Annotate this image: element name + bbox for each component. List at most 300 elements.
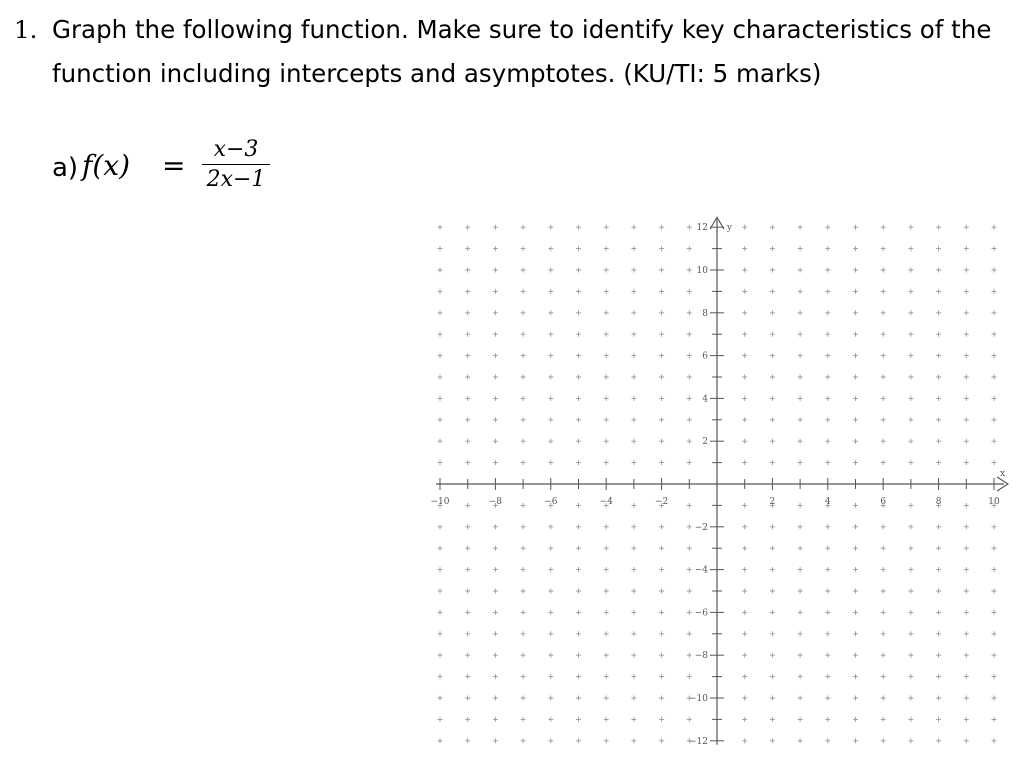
- grid-cross: [493, 546, 498, 551]
- grid-cross: [908, 546, 913, 551]
- grid-cross: [964, 310, 969, 315]
- grid-cross: [908, 567, 913, 572]
- grid-cross: [964, 460, 969, 465]
- grid-cross: [493, 610, 498, 615]
- grid-cross: [770, 717, 775, 722]
- grid-cross: [908, 610, 913, 615]
- grid-cross: [438, 738, 443, 743]
- grid-cross: [521, 546, 526, 551]
- grid-cross: [548, 460, 553, 465]
- grid-cross: [881, 246, 886, 251]
- x-tick-label: 4: [824, 497, 831, 507]
- grid-cross: [438, 589, 443, 594]
- grid-cross: [493, 738, 498, 743]
- grid-cross: [493, 246, 498, 251]
- question-number: 1.: [14, 15, 38, 44]
- grid-cross: [576, 674, 581, 679]
- grid-cross: [992, 589, 997, 594]
- grid-cross: [992, 353, 997, 358]
- grid-cross: [548, 524, 553, 529]
- grid-cross: [493, 225, 498, 230]
- grid-cross: [742, 417, 747, 422]
- grid-cross: [770, 738, 775, 743]
- grid-cross: [853, 353, 858, 358]
- coordinate-grid[interactable]: [420, 212, 1020, 760]
- grid-cross: [770, 225, 775, 230]
- grid-cross: [521, 310, 526, 315]
- grid-cross: [908, 717, 913, 722]
- grid-cross: [853, 289, 858, 294]
- grid-cross: [770, 524, 775, 529]
- grid-cross: [825, 610, 830, 615]
- grid-cross: [465, 503, 470, 508]
- grid-cross: [853, 375, 858, 380]
- grid-cross: [521, 696, 526, 701]
- y-tick-label: −2: [694, 522, 708, 533]
- grid-cross: [604, 439, 609, 444]
- grid-cross: [548, 439, 553, 444]
- grid-cross: [936, 717, 941, 722]
- grid-cross: [493, 353, 498, 358]
- grid-cross: [798, 353, 803, 358]
- grid-cross: [770, 460, 775, 465]
- grid-cross: [631, 417, 636, 422]
- fraction-numerator: x−3: [213, 137, 259, 162]
- grid-cross: [825, 524, 830, 529]
- grid-cross: [576, 353, 581, 358]
- grid-cross: [465, 653, 470, 658]
- grid-cross: [798, 439, 803, 444]
- x-tick-label: 8: [935, 497, 942, 507]
- grid-cross: [604, 460, 609, 465]
- grid-cross: [631, 610, 636, 615]
- grid-cross: [438, 524, 443, 529]
- grid-cross: [853, 546, 858, 551]
- grid-cross: [992, 546, 997, 551]
- grid-cross: [493, 674, 498, 679]
- grid-cross: [936, 653, 941, 658]
- grid-cross: [881, 717, 886, 722]
- y-tick-label: 8: [702, 308, 708, 319]
- grid-cross: [631, 631, 636, 636]
- grid-cross: [742, 738, 747, 743]
- grid-cross: [493, 268, 498, 273]
- grid-cross: [798, 631, 803, 636]
- grid-cross: [881, 738, 886, 743]
- grid-cross: [576, 268, 581, 273]
- grid-cross: [936, 417, 941, 422]
- grid-cross: [992, 332, 997, 337]
- grid-cross: [798, 460, 803, 465]
- grid-cross: [521, 246, 526, 251]
- grid-cross: [798, 589, 803, 594]
- grid-cross: [770, 610, 775, 615]
- grid-cross: [493, 460, 498, 465]
- grid-cross: [576, 310, 581, 315]
- grid-cross: [881, 225, 886, 230]
- grid-cross: [908, 696, 913, 701]
- grid-cross: [770, 310, 775, 315]
- grid-cross: [936, 439, 941, 444]
- grid-cross: [604, 696, 609, 701]
- grid-cross: [465, 439, 470, 444]
- grid-cross: [521, 353, 526, 358]
- grid-cross: [742, 375, 747, 380]
- grid-cross: [631, 503, 636, 508]
- grid-cross: [521, 717, 526, 722]
- grid-cross: [881, 417, 886, 422]
- grid-cross: [438, 696, 443, 701]
- grid-cross: [576, 610, 581, 615]
- grid-cross: [576, 567, 581, 572]
- grid-cross: [992, 439, 997, 444]
- grid-cross: [465, 225, 470, 230]
- grid-cross: [687, 674, 692, 679]
- x-tick-label: −4: [599, 497, 613, 507]
- grid-cross: [798, 503, 803, 508]
- grid-cross: [604, 353, 609, 358]
- grid-cross: [742, 524, 747, 529]
- grid-cross: [881, 289, 886, 294]
- x-tick-label: 10: [988, 497, 1000, 507]
- grid-cross: [631, 439, 636, 444]
- grid-cross: [576, 396, 581, 401]
- grid-cross: [659, 546, 664, 551]
- grid-cross: [992, 631, 997, 636]
- grid-cross: [465, 674, 470, 679]
- y-axis-label: y: [727, 223, 733, 234]
- grid-cross: [465, 310, 470, 315]
- grid-cross: [853, 524, 858, 529]
- grid-cross: [659, 396, 664, 401]
- grid-cross: [936, 610, 941, 615]
- grid-cross: [798, 396, 803, 401]
- grid-cross: [548, 738, 553, 743]
- grid-cross: [742, 310, 747, 315]
- grid-cross: [548, 567, 553, 572]
- grid-cross: [631, 289, 636, 294]
- grid-cross: [908, 460, 913, 465]
- grid-cross: [853, 631, 858, 636]
- grid-cross: [493, 567, 498, 572]
- grid-cross: [798, 289, 803, 294]
- grid-cross: [908, 375, 913, 380]
- grid-cross: [438, 289, 443, 294]
- grid-cross: [936, 546, 941, 551]
- grid-cross: [881, 524, 886, 529]
- grid-cross: [798, 246, 803, 251]
- grid-cross: [908, 396, 913, 401]
- grid-cross: [576, 225, 581, 230]
- grid-cross: [465, 353, 470, 358]
- grid-cross: [576, 738, 581, 743]
- grid-cross: [465, 524, 470, 529]
- grid-cross: [631, 353, 636, 358]
- grid-cross: [604, 289, 609, 294]
- y-tick-label: −12: [689, 736, 708, 747]
- grid-cross: [798, 738, 803, 743]
- grid-cross: [825, 310, 830, 315]
- grid-cross: [964, 589, 969, 594]
- grid-cross: [576, 653, 581, 658]
- grid-cross: [853, 610, 858, 615]
- grid-cross: [521, 524, 526, 529]
- grid-cross: [992, 717, 997, 722]
- grid-cross: [770, 589, 775, 594]
- grid-cross: [881, 332, 886, 337]
- grid-cross: [908, 268, 913, 273]
- grid-cross: [604, 332, 609, 337]
- grid-cross: [825, 717, 830, 722]
- grid-cross: [631, 225, 636, 230]
- grid-cross: [798, 225, 803, 230]
- grid-cross: [964, 546, 969, 551]
- y-tick-label: 10: [696, 266, 708, 276]
- grid-cross: [548, 289, 553, 294]
- grid-cross: [936, 460, 941, 465]
- grid-cross: [631, 589, 636, 594]
- grid-cross: [936, 332, 941, 337]
- grid-cross: [604, 375, 609, 380]
- equals-sign: =: [162, 149, 186, 182]
- grid-cross: [631, 567, 636, 572]
- grid-cross: [853, 396, 858, 401]
- grid-cross: [576, 717, 581, 722]
- grid-cross: [631, 246, 636, 251]
- grid-cross: [770, 268, 775, 273]
- grid-cross: [687, 289, 692, 294]
- grid-cross: [548, 631, 553, 636]
- grid-cross: [659, 460, 664, 465]
- grid-cross: [465, 631, 470, 636]
- grid-cross: [576, 289, 581, 294]
- grid-cross: [742, 653, 747, 658]
- grid-cross: [548, 332, 553, 337]
- grid-cross: [742, 696, 747, 701]
- grid-cross: [908, 503, 913, 508]
- grid-cross: [908, 246, 913, 251]
- grid-cross: [687, 653, 692, 658]
- grid-cross: [992, 460, 997, 465]
- grid-cross: [687, 332, 692, 337]
- grid-cross: [659, 353, 664, 358]
- grid-cross: [825, 246, 830, 251]
- grid-cross: [631, 460, 636, 465]
- grid-cross: [992, 610, 997, 615]
- grid-cross: [687, 524, 692, 529]
- grid-cross: [576, 503, 581, 508]
- grid-cross: [936, 738, 941, 743]
- grid-cross: [521, 631, 526, 636]
- grid-cross: [881, 396, 886, 401]
- grid-cross: [770, 289, 775, 294]
- grid-cross: [992, 225, 997, 230]
- grid-cross: [631, 396, 636, 401]
- grid-cross: [438, 417, 443, 422]
- grid-cross: [908, 589, 913, 594]
- grid-cross: [770, 353, 775, 358]
- grid-cross: [631, 653, 636, 658]
- grid-cross: [576, 332, 581, 337]
- grid-cross: [936, 589, 941, 594]
- grid-cross: [964, 674, 969, 679]
- fraction-denominator: 2x−1: [206, 167, 266, 192]
- grid-cross: [798, 546, 803, 551]
- grid-cross: [936, 225, 941, 230]
- grid-cross: [687, 225, 692, 230]
- grid-cross: [604, 310, 609, 315]
- grid-cross: [438, 460, 443, 465]
- grid-cross: [742, 225, 747, 230]
- grid-cross: [521, 567, 526, 572]
- grid-cross: [576, 246, 581, 251]
- grid-cross: [604, 610, 609, 615]
- grid-cross: [493, 717, 498, 722]
- grid-cross: [964, 353, 969, 358]
- grid-cross: [548, 310, 553, 315]
- grid-cross: [659, 631, 664, 636]
- grid-cross: [825, 332, 830, 337]
- grid-cross: [770, 567, 775, 572]
- grid-cross: [548, 375, 553, 380]
- grid-cross: [521, 268, 526, 273]
- grid-cross: [604, 653, 609, 658]
- grid-cross: [853, 268, 858, 273]
- grid-cross: [576, 524, 581, 529]
- grid-cross: [604, 396, 609, 401]
- grid-cross: [438, 268, 443, 273]
- grid-cross: [881, 696, 886, 701]
- grid-cross: [493, 332, 498, 337]
- grid-cross: [936, 567, 941, 572]
- grid-cross: [853, 417, 858, 422]
- grid-cross: [798, 567, 803, 572]
- grid-cross: [798, 375, 803, 380]
- grid-cross: [521, 439, 526, 444]
- grid-cross: [438, 332, 443, 337]
- grid-cross: [465, 332, 470, 337]
- grid-cross: [438, 567, 443, 572]
- grid-cross: [548, 246, 553, 251]
- grid-cross: [687, 460, 692, 465]
- grid-cross: [992, 246, 997, 251]
- grid-cross: [604, 631, 609, 636]
- grid-cross: [521, 225, 526, 230]
- grid-cross: [576, 460, 581, 465]
- x-tick-label: −2: [654, 497, 669, 507]
- grid-cross: [659, 289, 664, 294]
- grid-cross: [770, 674, 775, 679]
- grid-cross: [881, 353, 886, 358]
- grid-cross: [742, 353, 747, 358]
- grid-cross: [548, 610, 553, 615]
- grid-cross: [992, 310, 997, 315]
- grid-cross: [853, 310, 858, 315]
- grid-cross: [964, 375, 969, 380]
- grid-cross: [881, 653, 886, 658]
- grid-cross: [964, 610, 969, 615]
- grid-cross: [770, 332, 775, 337]
- grid-cross: [992, 417, 997, 422]
- grid-cross: [659, 268, 664, 273]
- x-tick-label: 6: [880, 497, 887, 507]
- grid-cross: [992, 289, 997, 294]
- grid-cross: [853, 503, 858, 508]
- grid-cross: [659, 524, 664, 529]
- grid-cross: [881, 460, 886, 465]
- grid-cross: [825, 546, 830, 551]
- grid-cross: [908, 738, 913, 743]
- grid-cross: [687, 268, 692, 273]
- grid-cross: [881, 546, 886, 551]
- grid-cross: [881, 589, 886, 594]
- grid-cross: [687, 353, 692, 358]
- grid-cross: [659, 717, 664, 722]
- grid-cross: [576, 439, 581, 444]
- grid-cross: [798, 268, 803, 273]
- grid-cross: [548, 417, 553, 422]
- part-a-label: a): [52, 153, 79, 183]
- grid-cross: [798, 332, 803, 337]
- grid-cross: [798, 674, 803, 679]
- grid-cross: [853, 738, 858, 743]
- grid-cross: [659, 738, 664, 743]
- grid-cross: [992, 268, 997, 273]
- function-name: f(x): [82, 149, 131, 182]
- grid-cross: [438, 225, 443, 230]
- grid-cross: [964, 289, 969, 294]
- grid-cross: [853, 225, 858, 230]
- grid-cross: [853, 653, 858, 658]
- grid-cross: [604, 674, 609, 679]
- grid-cross: [825, 696, 830, 701]
- grid-cross: [825, 417, 830, 422]
- grid-cross: [964, 268, 969, 273]
- x-axis-label: x: [1000, 469, 1006, 479]
- grid-cross: [659, 610, 664, 615]
- grid-cross: [770, 439, 775, 444]
- grid-cross: [438, 439, 443, 444]
- grid-cross: [742, 631, 747, 636]
- grid-cross: [659, 696, 664, 701]
- grid-cross: [687, 610, 692, 615]
- grid-cross: [908, 332, 913, 337]
- grid-cross: [687, 396, 692, 401]
- grid-cross: [521, 375, 526, 380]
- grid-cross: [687, 631, 692, 636]
- grid-cross: [493, 396, 498, 401]
- grid-cross: [631, 546, 636, 551]
- grid-cross: [964, 439, 969, 444]
- grid-cross: [604, 589, 609, 594]
- grid-cross: [548, 396, 553, 401]
- grid-cross: [465, 589, 470, 594]
- grid-cross: [770, 546, 775, 551]
- grid-cross: [659, 375, 664, 380]
- grid-cross: [825, 225, 830, 230]
- grid-cross: [687, 717, 692, 722]
- grid-cross: [548, 653, 553, 658]
- grid-cross: [908, 310, 913, 315]
- grid-cross: [992, 396, 997, 401]
- grid-cross: [438, 246, 443, 251]
- grid-cross: [742, 396, 747, 401]
- grid-cross: [576, 375, 581, 380]
- grid-cross: [493, 417, 498, 422]
- grid-cross: [825, 589, 830, 594]
- grid-cross: [465, 717, 470, 722]
- x-tick-label: −8: [488, 497, 503, 507]
